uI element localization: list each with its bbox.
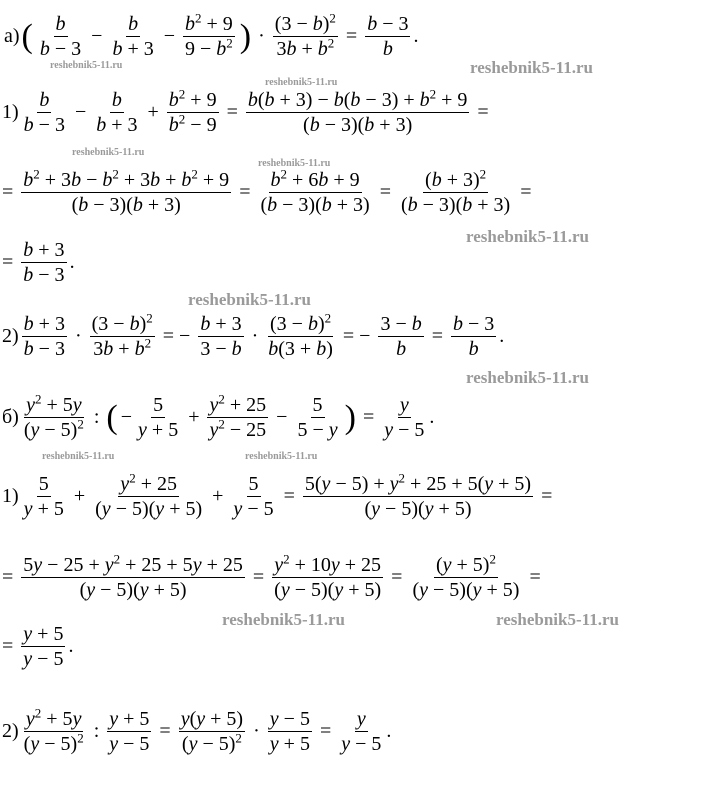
watermark: reshebnik5-11.ru	[258, 158, 331, 169]
fraction: $\frac{(3 - b)^2}{3b + b^2}$	[274, 10, 336, 60]
fraction: $\frac{5}{y - 5}$	[233, 473, 274, 520]
fraction: $\frac{y^2 + 10y + 25}{(y - 5)(y + 5)}$	[274, 551, 382, 601]
label-step-2: 2)	[2, 325, 19, 347]
watermark: reshebnik5-11.ru	[222, 610, 345, 629]
paren-close: )	[239, 17, 252, 55]
watermark: reshebnik5-11.ru	[470, 58, 593, 77]
fraction: $\frac{y}{y - 5}$	[341, 708, 382, 755]
fraction: $\frac{b^2 + 9}{b^2 - 9}$	[168, 86, 217, 136]
step-b2: 2) $\frac{y^2 + 5y}{(y - 5)^2}$ : $\frac{y + 5}{y - 5}$ = $\frac{y(y + 5)}{(y - 5)^2}$ · $\frac{y - 5}{y + 5}$ = $\frac{y}{y - 5}$ .	[2, 705, 392, 755]
fraction: $\frac{5}{5 - y}$	[297, 394, 338, 441]
step-b1-cont: = $\frac{5y - 25 + y^2 + 25 + 5y + 25}{(y - 5)(y + 5)}$ = $\frac{y^2 + 10y + 25}{(y - 5)(y + 5)}$ = $\frac{(y + 5)^2}{(y - 5)(y + 5)}$ =	[2, 551, 541, 601]
label-step-2: 2)	[2, 720, 19, 742]
fraction: $\frac{b - 3}{b}$	[367, 13, 409, 60]
fraction: $\frac{5}{y + 5}$	[138, 394, 179, 441]
paren-open: (	[21, 17, 33, 55]
label-b: б)	[2, 406, 19, 428]
step-a1-cont: = $\frac{b^2 + 3b - b^2 + 3b + b^2 + 9}{(b - 3)(b + 3)}$ = $\frac{b^2 + 6b + 9}{(b - 3)(b + 3)}$ = $\frac{(b + 3)^2}{(b - 3)(b + 3)}$ =	[2, 166, 532, 216]
fraction: $\frac{3 - b}{b}$	[380, 313, 422, 360]
fraction: $\frac{b}{b + 3}$	[96, 89, 138, 136]
step-a2: 2) $\frac{b + 3}{b - 3}$ · $\frac{(3 - b)^2}{3b + b^2}$ = − $\frac{b + 3}{3 - b}$ · $\frac{(3 - b)^2}{b(3 + b)}$ = − $\frac{3 - b}{b}$ = $\frac{b - 3}{b}$ .	[2, 310, 505, 360]
fraction: $\frac{y}{y - 5}$	[384, 394, 425, 441]
fraction: $\frac{b}{b + 3}$	[112, 13, 154, 60]
fraction: $\frac{b + 3}{3 - b}$	[200, 313, 242, 360]
paren-close: )	[344, 398, 356, 436]
fraction: $\frac{(y + 5)^2}{(y - 5)(y + 5)}$	[412, 551, 520, 601]
label-step-1: 1)	[2, 485, 19, 507]
watermark: reshebnik5-11.ru	[466, 368, 589, 387]
step-b1-result: = $\frac{y + 5}{y - 5}$ .	[2, 623, 74, 670]
watermark: reshebnik5-11.ru	[466, 227, 589, 246]
step-b1: 1) $\frac{5}{y + 5}$ + $\frac{y^2 + 25}{(y - 5)(y + 5)}$ + $\frac{5}{y - 5}$ = $\frac{5(y - 5) + y^2 + 25 + 5(y + 5)}{(y - 5)(y + 5)}$ =	[2, 470, 553, 520]
watermark: reshebnik5-11.ru	[42, 451, 115, 462]
fraction: $\frac{5}{y + 5}$	[23, 473, 64, 520]
problem-b: б) $\frac{y^2 + 5y}{(y - 5)^2}$ : ( − $\frac{5}{y + 5}$ + $\frac{y^2 + 25}{y^2 - 25}$ − $\frac{5}{5 - y}$ ) = $\frac{y}{y - 5}$ .	[2, 391, 435, 441]
watermark: reshebnik5-11.ru	[188, 290, 311, 309]
fraction: $\frac{(3 - b)^2}{3b + b^2}$	[91, 310, 153, 360]
fraction: $\frac{b + 3}{b - 3}$	[23, 239, 65, 286]
fraction: $\frac{b^2 + 3b - b^2 + 3b + b^2 + 9}{(b - 3)(b + 3)}$	[23, 166, 230, 216]
fraction: $\frac{b - 3}{b}$	[453, 313, 495, 360]
fraction: $\frac{b^2 + 9}{9 - b^2}$	[185, 10, 233, 60]
watermark: reshebnik5-11.ru	[50, 60, 123, 71]
fraction: $\frac{(b + 3)^2}{(b - 3)(b + 3)}$	[400, 166, 511, 216]
fraction: $\frac{b(b + 3) - b(b - 3) + b^2 + 9}{(b - 3)(b + 3)}$	[247, 86, 468, 136]
fraction: $\frac{y^2 + 5y}{(y - 5)^2}$	[23, 705, 84, 755]
fraction: $\frac{b + 3}{b - 3}$	[23, 313, 65, 360]
fraction: $\frac{y + 5}{y - 5}$	[109, 708, 150, 755]
label-a: а)	[4, 25, 20, 47]
watermark: reshebnik5-11.ru	[245, 451, 318, 462]
fraction: $\frac{b^2 + 6b + 9}{(b - 3)(b + 3)}$	[260, 166, 370, 216]
fraction: $\frac{(3 - b)^2}{b(3 + b)}$	[268, 310, 333, 360]
fraction: $\frac{y^2 + 25}{y^2 - 25}$	[209, 391, 267, 441]
watermark: reshebnik5-11.ru	[72, 147, 145, 158]
paren-open: (	[106, 398, 118, 436]
problem-a: а) ( $\frac{b}{b - 3}$ − $\frac{b}{b + 3}$ − $\frac{b^2 + 9}{9 - b^2}$ ) · $\frac{(3 - b)^2}{3b + b^2}$ = $\frac{b - 3}{b}$ .	[4, 10, 419, 60]
fraction: $\frac{y - 5}{y + 5}$	[269, 708, 310, 755]
fraction: $\frac{5(y - 5) + y^2 + 25 + 5(y + 5)}{(y - 5)(y + 5)}$	[304, 470, 532, 520]
fraction: $\frac{y(y + 5)}{(y - 5)^2}$	[180, 708, 244, 755]
watermark: reshebnik5-11.ru	[496, 610, 619, 629]
label-step-1: 1)	[2, 101, 19, 123]
step-a1-result: = $\frac{b + 3}{b - 3}$ .	[2, 239, 75, 286]
watermark: reshebnik5-11.ru	[265, 77, 338, 88]
fraction: $\frac{y^2 + 25}{(y - 5)(y + 5)}$	[95, 470, 203, 520]
fraction: $\frac{y + 5}{y - 5}$	[23, 623, 64, 670]
fraction: $\frac{b}{b - 3}$	[23, 89, 65, 136]
step-a1: 1) $\frac{b}{b - 3}$ − $\frac{b}{b + 3}$ + $\frac{b^2 + 9}{b^2 - 9}$ = $\frac{b(b + 3) - b(b - 3) + b^2 + 9}{(b - 3)(b + 3)}$ =	[2, 86, 489, 136]
fraction: $\frac{y^2 + 5y}{(y - 5)^2}$	[23, 391, 84, 441]
fraction: $\frac{5y - 25 + y^2 + 25 + 5y + 25}{(y - 5)(y + 5)}$	[23, 551, 243, 601]
fraction: $\frac{b}{b - 3}$	[39, 13, 82, 60]
